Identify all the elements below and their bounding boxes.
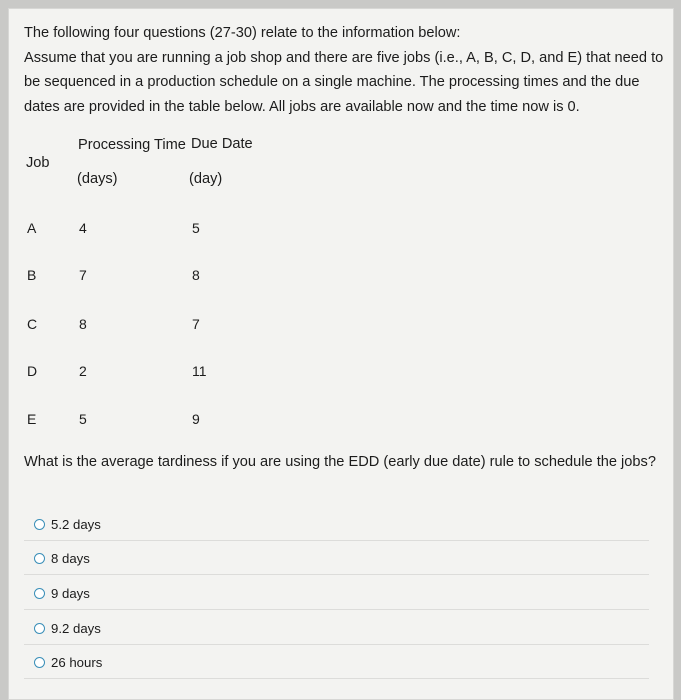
- intro-paragraph: Assume that you are running a job shop and there are five jobs (i.e., A, B, C, D, and E) that need to be sequenced in a production schedule on a single machine. The processing times and the due dates are provided in the table below. All jobs are available now and the time now is 0.: [24, 49, 664, 115]
- header-processing-time: Processing Time: [78, 137, 186, 153]
- option-divider: [24, 678, 649, 679]
- intro-text: [24, 21, 664, 119]
- job-cell: B: [27, 267, 37, 283]
- option-divider: [24, 609, 649, 610]
- due-cell: 5: [192, 220, 200, 236]
- option-label[interactable]: 9 days: [51, 585, 90, 601]
- question-text: What is the average tardiness if you are using the EDD (early due date) rule to schedule the jobs?: [24, 454, 656, 470]
- due-cell: 8: [192, 267, 200, 283]
- job-cell: D: [27, 363, 38, 379]
- processing-cell: 7: [79, 267, 87, 283]
- option-divider: [24, 574, 649, 575]
- job-cell: E: [27, 411, 37, 427]
- due-cell: 11: [192, 363, 207, 379]
- radio-button[interactable]: [34, 519, 45, 530]
- option-label[interactable]: 9.2 days: [51, 620, 101, 636]
- job-cell: A: [27, 220, 37, 236]
- due-cell: 9: [192, 411, 200, 427]
- radio-button[interactable]: [34, 657, 45, 668]
- job-cell: C: [27, 316, 38, 332]
- answer-option[interactable]: [24, 611, 649, 645]
- question-card: [8, 8, 674, 700]
- option-label[interactable]: 8 days: [51, 550, 90, 566]
- due-cell: 7: [192, 316, 200, 332]
- header-due-unit: (day): [189, 171, 223, 187]
- option-label[interactable]: 26 hours: [51, 654, 103, 670]
- header-due-date: Due Date: [191, 136, 253, 152]
- answer-option[interactable]: [24, 576, 649, 610]
- answer-option[interactable]: [24, 645, 649, 679]
- answer-option[interactable]: [24, 507, 649, 541]
- header-processing-unit: (days): [77, 171, 118, 187]
- option-label[interactable]: 5.2 days: [51, 516, 101, 532]
- radio-button[interactable]: [34, 588, 45, 599]
- header-job: Job: [26, 155, 50, 171]
- intro-line: The following four questions (27-30) relate to the information below:: [24, 25, 461, 41]
- radio-button[interactable]: [34, 553, 45, 564]
- processing-cell: 2: [79, 363, 87, 379]
- processing-cell: 4: [79, 220, 87, 236]
- processing-cell: 8: [79, 316, 87, 332]
- processing-cell: 5: [79, 411, 87, 427]
- answer-option[interactable]: [24, 541, 649, 575]
- radio-button[interactable]: [34, 623, 45, 634]
